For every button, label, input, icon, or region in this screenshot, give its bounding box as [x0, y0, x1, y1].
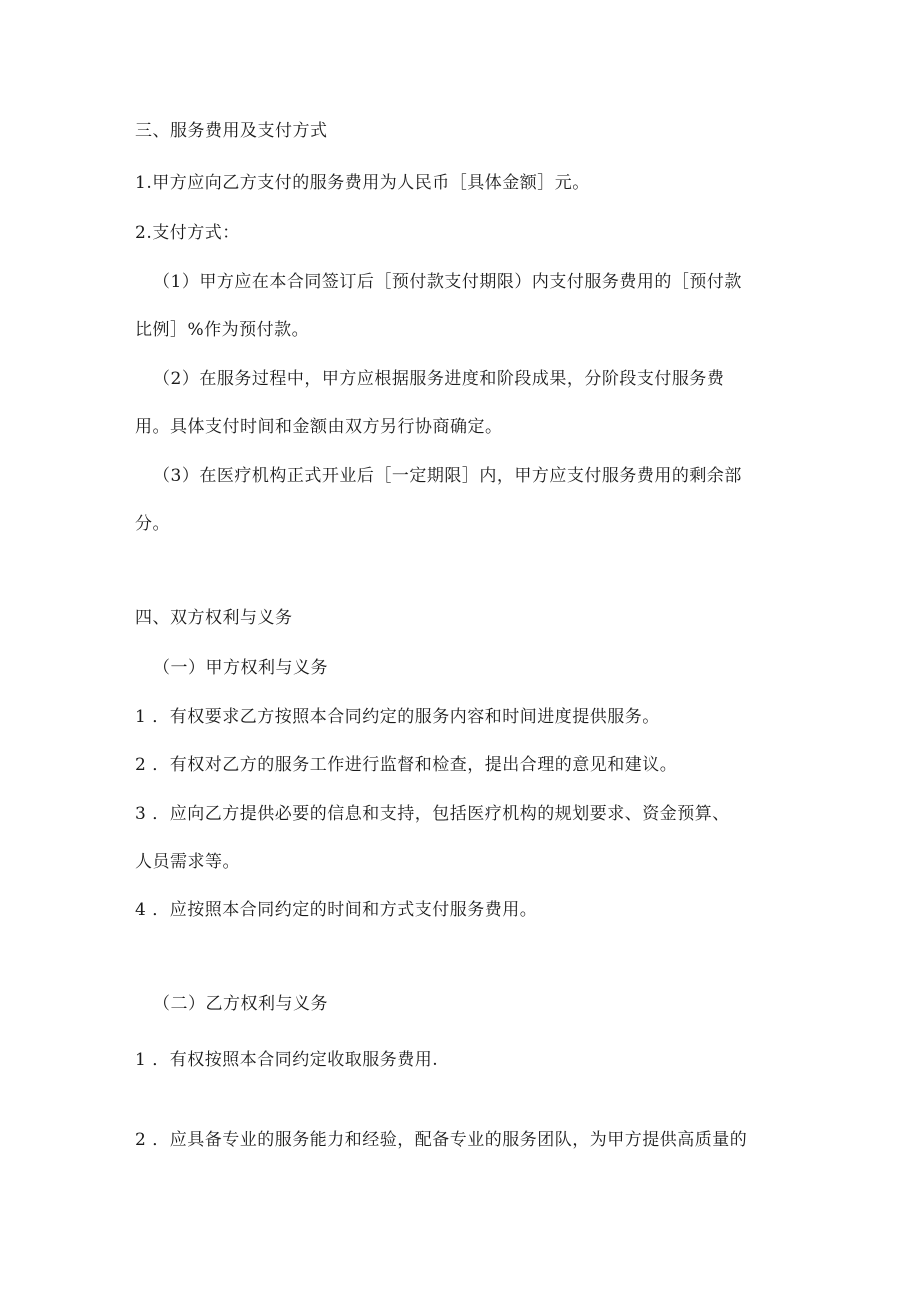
section-3-item-2: 2.支付方式： — [135, 223, 240, 243]
payment-sub-2-line-1: （2）在服务过程中，甲方应根据服务进度和阶段成果，分阶段支付服务费 — [153, 369, 725, 389]
party-a-item-4: 4 ．应按照本合同约定的时间和方式支付服务费用。 — [135, 900, 538, 920]
party-a-item-2: 2 ．有权对乙方的服务工作进行监督和检查，提出合理的意见和建议。 — [135, 755, 678, 775]
party-a-item-1: 1 ．有权要求乙方按照本合同约定的服务内容和时间进度提供服务。 — [135, 707, 660, 727]
section-3-item-1: 1.甲方应向乙方支付的服务费用为人民币［具体金额］元。 — [135, 173, 590, 193]
party-b-item-1: 1 ．有权按照本合同约定收取服务费用. — [135, 1050, 439, 1070]
party-b-item-2-line-1: 2 ．应具备专业的服务能力和经验，配备专业的服务团队，为甲方提供高质量的 — [135, 1130, 748, 1150]
party-b-heading: （二）乙方权利与义务 — [153, 994, 328, 1014]
payment-sub-3-line-1: （3）在医疗机构正式开业后［一定期限］内，甲方应支付服务费用的剩余部 — [153, 466, 742, 486]
payment-sub-3-line-2: 分。 — [135, 514, 170, 534]
section-4-heading: 四、双方权利与义务 — [135, 608, 293, 628]
section-3-heading: 三、服务费用及支付方式 — [135, 121, 328, 141]
party-a-item-3-line-2: 人员需求等。 — [135, 852, 240, 872]
payment-sub-2-line-2: 用。具体支付时间和金额由双方另行协商确定。 — [135, 417, 503, 437]
payment-sub-1-line-1: （1）甲方应在本合同签订后［预付款支付期限）内支付服务费用的［预付款 — [153, 272, 742, 292]
party-a-item-3-line-1: 3 ．应向乙方提供必要的信息和支持，包括医疗机构的规划要求、资金预算、 — [135, 804, 730, 824]
payment-sub-1-line-2: 比例］%作为预付款。 — [135, 320, 310, 340]
party-a-heading: （一）甲方权利与义务 — [153, 658, 328, 678]
